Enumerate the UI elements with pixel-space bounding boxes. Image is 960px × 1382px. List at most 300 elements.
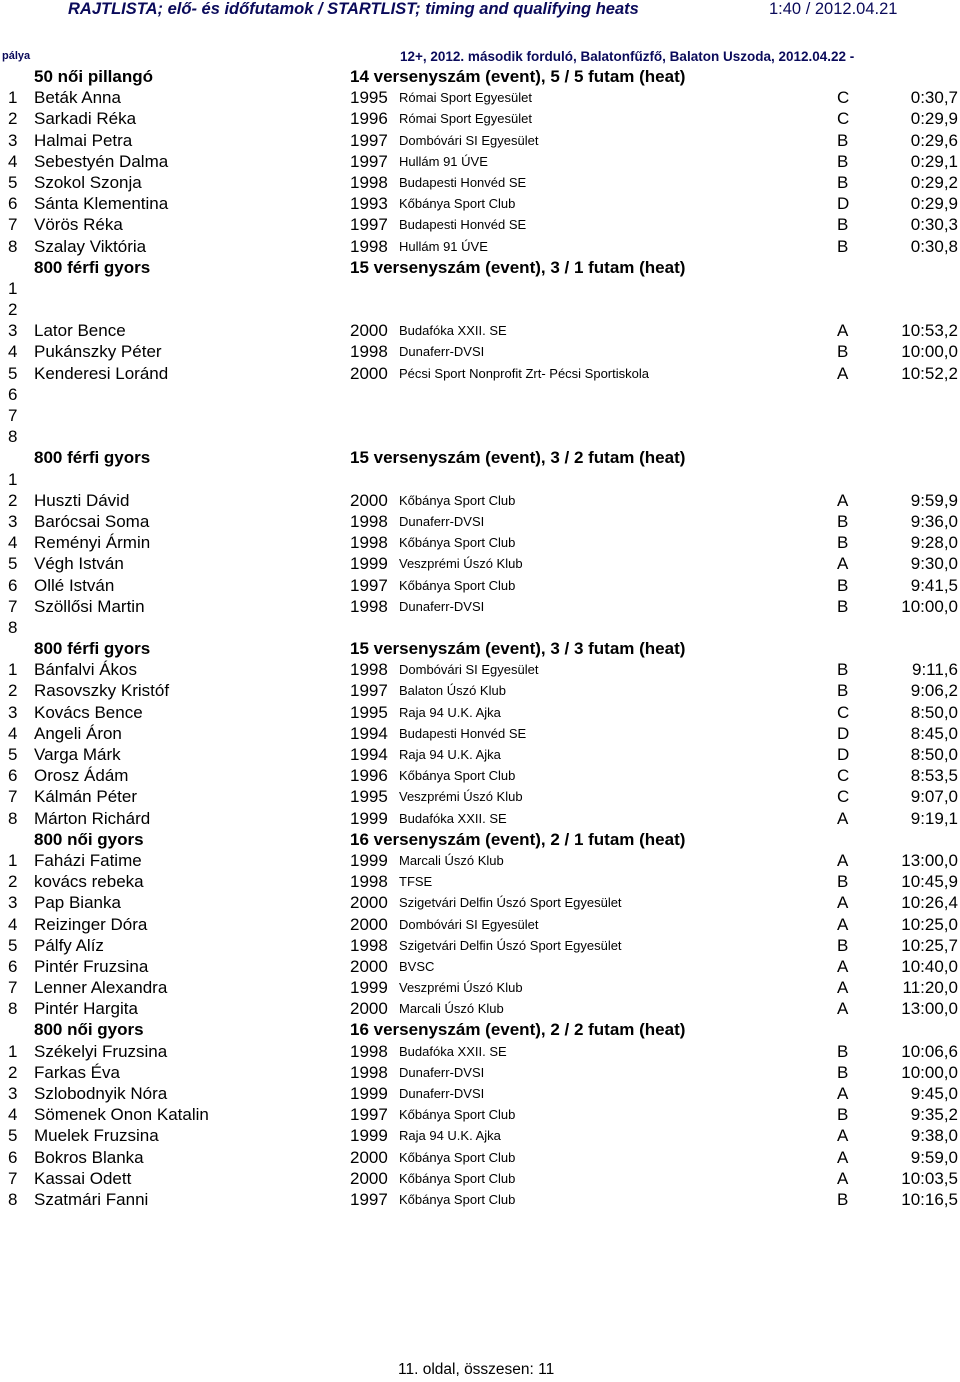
entry-time: 0:29,9 [910,109,958,129]
table-row [0,193,960,214]
event-header [0,257,960,278]
age-class: B [837,151,849,171]
birth-year: 1994 [350,745,388,764]
birth-year: 1993 [350,194,388,214]
club-name: Hullám 91 ÚVE [399,153,488,169]
swimmer-name: Lenner Alexandra [34,978,168,998]
entry-time: 10:00,0 [901,1062,958,1082]
birth-year: 1998 [350,236,388,256]
entry-time: 0:30,3 [910,215,958,235]
lane-number: 3 [8,893,18,913]
birth-year: 1997 [350,681,388,701]
club-name: Raja 94 U.K. Ajka [399,704,501,720]
swimmer-name: Szatmári Fanni [34,1189,149,1209]
swimmer-name: Székelyi Fruzsina [34,1041,168,1061]
club-name: Veszprémi Úszó Klub [399,556,523,572]
lane-number: 2 [8,109,18,129]
table-row [0,469,960,490]
table-row [0,341,960,362]
club-name: Budafóka XXII. SE [399,323,507,339]
club-name: Raja 94 U.K. Ajka [399,747,501,762]
table-row [0,956,960,977]
club-name: Kőbánya Sport Club [399,492,516,508]
table-row [0,977,960,998]
swimmer-name: Farkas Éva [34,1062,120,1082]
swimmer-name: Orosz Ádám [34,766,129,786]
swimmer-name: Szlobodnyik Nóra [34,1084,168,1103]
age-class: A [837,978,849,998]
table-row [0,914,960,935]
birth-year: 1999 [350,978,388,998]
swimmer-name: Huszti Dávid [34,490,130,510]
table-row [0,553,960,574]
lane-number: 5 [8,172,18,192]
club-name: Dombóvári SI Egyesület [399,916,539,932]
age-class: B [837,172,849,192]
table-row [0,850,960,871]
club-name: Pécsi Sport Nonprofit Zrt- Pécsi Sportiskola [399,365,649,381]
entry-time: 10:25,0 [901,914,958,934]
birth-year: 1998 [350,872,388,892]
birth-year: 1997 [350,1105,388,1125]
table-row [0,1125,960,1146]
lane-number: 4 [8,151,18,171]
entry-time: 8:50,0 [910,702,958,722]
table-row [0,1189,960,1210]
entry-time: 0:29,6 [910,130,958,150]
age-class: B [837,596,849,616]
club-name: Marcali Úszó Klub [399,1001,504,1017]
entry-time: 9:19,1 [910,808,958,828]
age-class: B [837,681,849,701]
birth-year: 2000 [350,321,388,341]
age-class: A [837,1126,849,1146]
entry-time: 10:00,0 [901,596,958,616]
age-class: C [837,787,850,807]
table-row [0,236,960,257]
club-name: BVSC [399,958,435,974]
table-row [0,744,960,765]
table-row [0,702,960,723]
swimmer-name: Sánta Klementina [34,194,169,214]
birth-year: 2000 [350,1147,388,1167]
table-row [0,998,960,1019]
lane-number: 7 [8,1168,18,1188]
entry-time: 10:45,9 [901,872,958,892]
age-class: A [837,956,849,976]
event-title: 800 férfi gyors [34,448,151,468]
birth-year: 1998 [350,596,388,616]
club-name: Balaton Úszó Klub [399,683,506,699]
club-name: Kőbánya Sport Club [399,1107,516,1123]
birth-year: 1998 [350,511,388,531]
entry-time: 9:36,0 [910,511,958,531]
age-class: B [837,1041,849,1061]
entry-time: 10:16,5 [901,1189,958,1209]
swimmer-name: Pintér Hargita [34,999,138,1019]
swimmer-name: Reményi Ármin [34,533,151,553]
lane-number: 8 [8,1189,18,1209]
swimmer-name: Reizinger Dóra [34,914,148,934]
table-row [0,363,960,384]
event-header [0,1019,960,1040]
event-header [0,829,960,850]
lane-number: 5 [8,935,18,955]
lane-number: 7 [8,787,18,807]
swimmer-name: Pálfy Alíz [34,935,104,955]
club-name: Dunaferr-DVSI [399,344,485,360]
table-row [0,1062,960,1083]
table-row [0,723,960,744]
lane-number: 1 [8,660,18,680]
age-class: A [837,914,849,934]
swimmer-name: Sömenek Onon Katalin [34,1105,209,1125]
entry-time: 10:52,2 [901,363,958,383]
page-header [0,0,960,22]
club-name: Dombóvári SI Egyesület [399,132,539,148]
lane-number: 5 [8,1126,18,1146]
page-footer: 11. oldal, összesen: 11 [398,1361,555,1378]
competition-name: 12+, 2012. második forduló, Balatonfűzfő, Balaton Uszoda, 2012.04.22 - [400,49,855,64]
table-row [0,214,960,235]
entry-time: 9:28,0 [910,533,958,553]
club-name: Budafóka XXII. SE [399,810,507,826]
club-name: Dombóvári SI Egyesület [399,662,539,678]
entry-time: 10:53,2 [901,321,958,341]
club-name: Kőbánya Sport Club [399,196,516,212]
age-class: B [837,130,849,150]
entry-time: 10:00,0 [901,342,958,362]
birth-year: 1999 [350,1126,388,1146]
lane-number: 2 [8,872,18,892]
table-row [0,405,960,426]
event-info: 16 versenyszám (event), 2 / 2 futam (heat) [350,1020,686,1040]
table-row [0,935,960,956]
lane-number: 6 [8,956,18,976]
lane-number: 5 [8,554,18,574]
swimmer-name: Szokol Szonja [34,172,142,192]
table-row [0,1168,960,1189]
age-class: B [837,1105,849,1125]
swimmer-name: Muelek Fruzsina [34,1126,159,1146]
club-name: Szigetvári Delfin Úszó Sport Egyesület [399,937,622,953]
table-row [0,108,960,129]
table-row [0,1041,960,1062]
swimmer-name: Kovács Bence [34,702,143,722]
birth-year: 1999 [350,554,388,574]
entry-time: 9:41,5 [910,575,958,595]
swimmer-name: Rasovszky Kristóf [34,681,170,701]
club-name: Szigetvári Delfin Úszó Sport Egyesület [399,895,622,911]
meta-line [0,48,960,66]
table-row [0,130,960,151]
birth-year: 1997 [350,130,388,150]
event-header [0,447,960,468]
age-class: B [837,533,849,553]
swimmer-name: Vörös Réka [34,215,123,235]
age-class: A [837,490,849,510]
age-class: B [837,215,849,235]
lane-number: 1 [8,88,18,108]
event-info: 14 versenyszám (event), 5 / 5 futam (heat) [350,67,686,86]
age-class: C [837,766,850,786]
club-name: Római Sport Egyesület [399,90,532,106]
entry-time: 0:29,9 [910,194,958,214]
swimmer-name: Varga Márk [34,745,121,764]
swimmer-name: Halmai Petra [34,130,133,150]
entry-time: 8:50,0 [910,745,958,764]
lane-number: 1 [8,1041,18,1061]
birth-year: 2000 [350,914,388,934]
swimmer-name: Faházi Fatime [34,850,142,870]
lane-number: 3 [8,1084,18,1103]
table-row [0,596,960,617]
club-name: Római Sport Egyesület [399,111,532,127]
entry-time: 13:00,0 [901,999,958,1019]
swimmer-name: Ollé István [34,575,115,595]
entry-time: 0:30,7 [910,88,958,108]
age-class: B [837,935,849,955]
club-name: Kőbánya Sport Club [399,535,516,551]
club-name: Dunaferr-DVSI [399,513,485,529]
lane-number: 6 [8,1147,18,1167]
table-row [0,659,960,680]
club-name: TFSE [399,874,433,890]
club-name: Budapesti Honvéd SE [399,174,527,190]
lane-column-label: pálya [2,50,31,62]
birth-year: 1994 [350,723,388,743]
club-name: Kőbánya Sport Club [399,1191,516,1207]
table-row [0,426,960,447]
entry-time: 0:29,2 [910,172,958,192]
club-name: Raja 94 U.K. Ajka [399,1128,501,1144]
age-class: B [837,236,849,256]
table-row [0,151,960,172]
table-row [0,172,960,193]
age-class: B [837,511,849,531]
swimmer-name: Bánfalvi Ákos [34,660,137,680]
entry-time: 9:59,9 [910,490,958,510]
lane-number: 7 [8,215,18,235]
table-row [0,278,960,299]
age-class: D [837,745,850,764]
table-row [0,1147,960,1168]
table-row [0,892,960,913]
lane-number: 8 [8,808,18,828]
lane-number: 2 [8,1062,18,1082]
document-title: RAJTLISTA; elő- és időfutamok / STARTLIST; timing and qualifying heats [68,0,639,18]
entry-time: 9:35,2 [910,1105,958,1125]
entry-time: 9:38,0 [910,1126,958,1146]
swimmer-name: Márton Richárd [34,808,151,828]
birth-year: 2000 [350,893,388,913]
event-header [0,638,960,659]
birth-year: 1998 [350,935,388,955]
birth-year: 1999 [350,850,388,870]
birth-year: 2000 [350,363,388,383]
table-row [0,87,960,108]
club-name: Hullám 91 ÚVE [399,238,488,254]
birth-year: 1998 [350,342,388,362]
event-title: 50 női pillangó [34,67,154,86]
age-class: B [837,342,849,362]
age-class: A [837,999,849,1019]
swimmer-name: Kenderesi Loránd [34,363,169,383]
event-info: 15 versenyszám (event), 3 / 1 futam (heat) [350,257,686,277]
age-class: A [837,850,849,870]
age-class: D [837,723,850,743]
club-name: Dunaferr-DVSI [399,598,485,614]
event-header [0,66,960,87]
lane-number: 8 [8,236,18,256]
club-name: Budapesti Honvéd SE [399,725,527,741]
club-name: Budafóka XXII. SE [399,1043,507,1059]
age-class: A [837,1168,849,1188]
entry-time: 9:07,0 [910,787,958,807]
birth-year: 1998 [350,1062,388,1082]
swimmer-name: Szalay Viktória [34,236,147,256]
club-name: Dunaferr-DVSI [399,1086,485,1101]
club-name: Kőbánya Sport Club [399,1149,516,1165]
birth-year: 1997 [350,575,388,595]
birth-year: 2000 [350,956,388,976]
lane-number: 1 [8,850,18,870]
lane-number: 2 [8,681,18,701]
birth-year: 2000 [350,1168,388,1188]
table-row [0,511,960,532]
lane-number: 6 [8,575,18,595]
age-class: B [837,1062,849,1082]
club-name: Kőbánya Sport Club [399,768,516,784]
birth-year: 1995 [350,88,388,108]
birth-year: 1997 [350,1189,388,1209]
table-row [0,808,960,829]
swimmer-name: Lator Bence [34,321,126,341]
age-class: B [837,575,849,595]
lane-number: 7 [8,596,18,616]
birth-year: 1995 [350,702,388,722]
lane-number: 4 [8,1105,18,1125]
birth-year: 1996 [350,766,388,786]
age-class: A [837,808,849,828]
lane-number: 4 [8,723,18,743]
swimmer-name: Sarkadi Réka [34,109,137,129]
age-class: A [837,893,849,913]
lane-number: 1 [8,469,18,489]
startlist-table [0,66,960,1210]
entry-time: 0:30,8 [910,236,958,256]
table-row [0,384,960,405]
table-row [0,617,960,638]
age-class: A [837,363,849,383]
lane-number: 3 [8,321,18,341]
table-row [0,1083,960,1104]
event-info: 16 versenyszám (event), 2 / 1 futam (heat) [350,829,686,849]
table-row [0,299,960,320]
birth-year: 1998 [350,172,388,192]
age-class: B [837,1189,849,1209]
swimmer-name: Kálmán Péter [34,787,137,807]
birth-year: 2000 [350,490,388,510]
lane-number: 3 [8,702,18,722]
lane-number: 8 [8,617,18,637]
lane-number: 6 [8,384,18,404]
event-title: 800 férfi gyors [34,257,151,277]
table-row [0,1104,960,1125]
lane-number: 7 [8,406,18,425]
club-name: Kőbánya Sport Club [399,1170,516,1186]
swimmer-name: Pap Bianka [34,893,121,913]
birth-year: 1999 [350,808,388,828]
club-name: Marcali Úszó Klub [399,852,504,868]
swimmer-name: Pukánszky Péter [34,342,162,362]
club-name: Veszprémi Úszó Klub [399,789,523,805]
age-class: C [837,88,850,108]
swimmer-name: Bokros Blanka [34,1147,144,1167]
entry-time: 10:25,7 [901,935,958,955]
age-class: D [837,194,850,214]
table-row [0,680,960,701]
entry-time: 11:20,0 [902,978,958,998]
entry-time: 9:11,6 [911,660,958,680]
lane-number: 2 [8,490,18,510]
lane-number: 3 [8,511,18,531]
birth-year: 1999 [350,1084,388,1103]
lane-number: 6 [8,194,18,214]
age-class: A [837,1147,849,1167]
table-row [0,786,960,807]
swimmer-name: Szöllősi Martin [34,596,145,616]
swimmer-name: Angeli Áron [34,723,122,743]
entry-time: 8:45,0 [910,723,958,743]
table-row [0,320,960,341]
birth-year: 1996 [350,109,388,129]
entry-time: 10:40,0 [901,956,958,976]
event-title: 800 női gyors [34,1020,144,1040]
birth-year: 1998 [350,1041,388,1061]
age-class: C [837,109,850,129]
lane-number: 2 [8,300,18,320]
swimmer-name: Sebestyén Dalma [34,151,169,171]
entry-time: 13:00,0 [901,850,958,870]
entry-time: 9:45,0 [910,1084,958,1103]
entry-time: 9:06,2 [910,681,958,701]
entry-time: 10:26,4 [901,893,958,913]
event-info: 15 versenyszám (event), 3 / 3 futam (heat) [350,639,686,659]
table-row [0,532,960,553]
swimmer-name: kovács rebeka [34,872,144,892]
swimmer-name: Beták Anna [34,88,121,108]
lane-number: 1 [8,278,18,298]
birth-year: 1997 [350,151,388,171]
age-class: C [837,702,850,722]
lane-number: 4 [8,533,18,553]
club-name: Veszprémi Úszó Klub [399,980,523,996]
entry-time: 10:06,6 [901,1041,958,1061]
age-class: A [837,1084,849,1103]
entry-time: 9:30,0 [910,554,958,574]
lane-number: 7 [8,978,18,998]
lane-number: 4 [8,914,18,934]
club-name: Dunaferr-DVSI [399,1064,485,1080]
table-row [0,871,960,892]
swimmer-name: Barócsai Soma [34,511,150,531]
age-class: B [837,872,849,892]
lane-number: 8 [8,999,18,1019]
birth-year: 1995 [350,787,388,807]
table-row [0,575,960,596]
entry-time: 10:03,5 [901,1168,958,1188]
